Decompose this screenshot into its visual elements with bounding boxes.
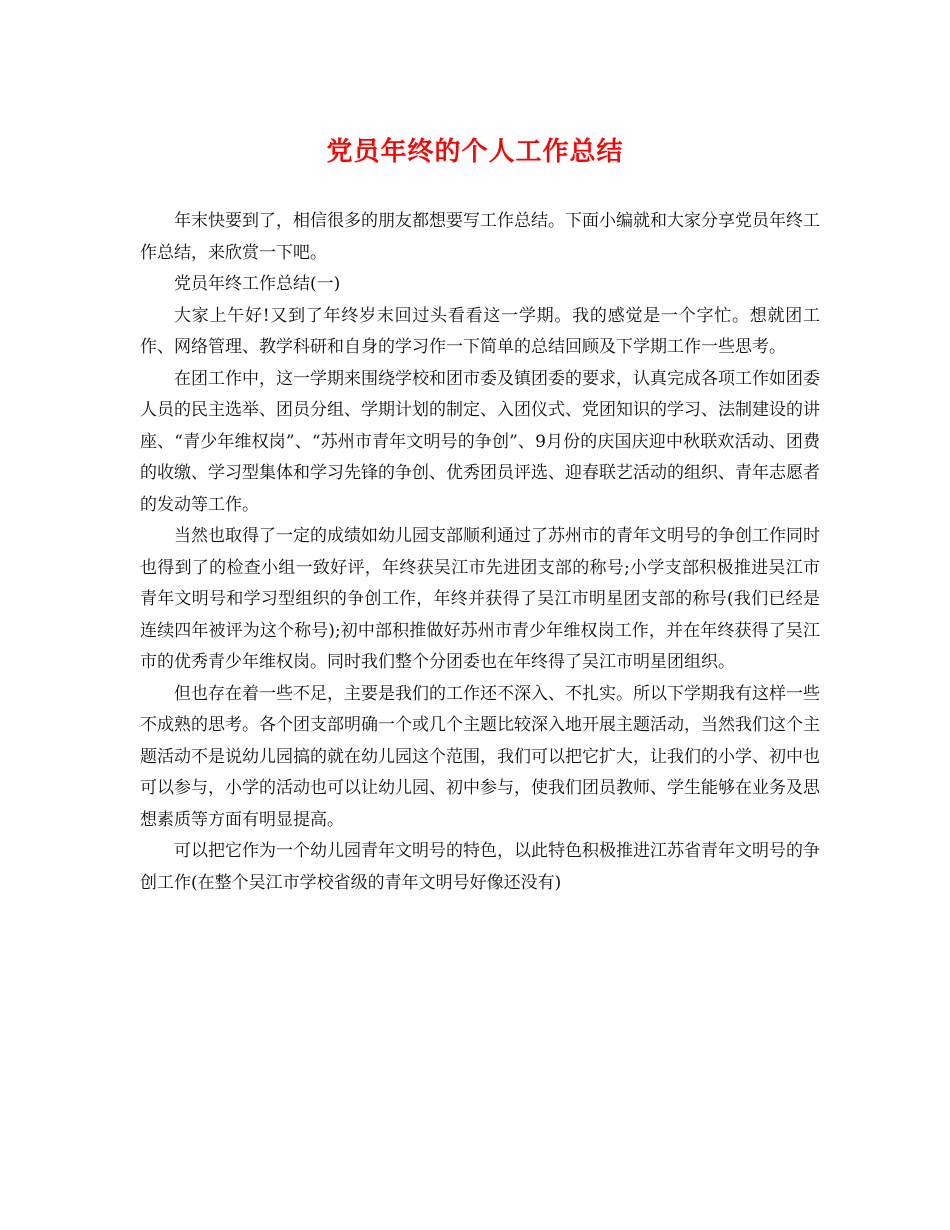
- document-body: [140, 206, 820, 899]
- paragraph-shortcomings: 但也存在着一些不足，主要是我们的工作还不深入、不扎实。所以下学期我有这样一些不成熟的思考。各个团支部明确一个或几个主题比较深入地开展主题活动，当然我们这个主题活动不是说幼儿园搞的就在幼儿园这个范围，我们可以把它扩大，让我们的小学、初中也可以参与，小学的活动也可以让幼儿园、初中参与，使我们团员教师、学生能够在业务及思想素质等方面有明显提高。: [140, 683, 820, 830]
- paragraph-section-heading: 党员年终工作总结(一): [174, 274, 341, 294]
- paragraph-league-work: 在团工作中，这一学期来围绕学校和团市委及镇团委的要求，认真完成各项工作如团委人员的民主选举、团员分组、学期计划的制定、入团仪式、党团知识的学习、法制建设的讲座、“青少年维权岗”、“苏州市青年文明号的争创”、9月份的庆国庆迎中秋联欢活动、团费的收缴、学习型集体和学习先锋的争创、优秀团员评选、迎春联艺活动的组织、青年志愿者的发动等工作。: [140, 368, 820, 515]
- paragraph-intro: 年末快要到了，相信很多的朋友都想要写工作总结。下面小编就和大家分享党员年终工作总结，来欣赏一下吧。: [140, 211, 820, 263]
- paragraph-plans: 可以把它作为一个幼儿园青年文明号的特色，以此特色积极推进江苏省青年文明号的争创工作(在整个吴江市学校省级的青年文明号好像还没有): [140, 841, 820, 893]
- document-title: 党员年终的个人工作总结: [326, 137, 624, 167]
- paragraph-greeting: 大家上午好!又到了年终岁末回过头看看这一学期。我的感觉是一个字忙。想就团工作、网络管理、教学科研和自身的学习作一下简单的总结回顾及下学期工作一些思考。: [140, 305, 820, 357]
- paragraph-achievements: 当然也取得了一定的成绩如幼儿园支部顺利通过了苏州市的青年文明号的争创工作同时也得到了的检查小组一致好评，年终获吴江市先进团支部的称号;小学支部积极推进吴江市青年文明号和学习型组织的争创工作，年终并获得了吴江市明星团支部的称号(我们已经是连续四年被评为这个称号);初中部积推做好苏州市青少年维权岗工作，并在年终获得了吴江市的优秀青少年维权岗。同时我们整个分团委也在年终得了吴江市明星团组织。: [140, 526, 820, 672]
